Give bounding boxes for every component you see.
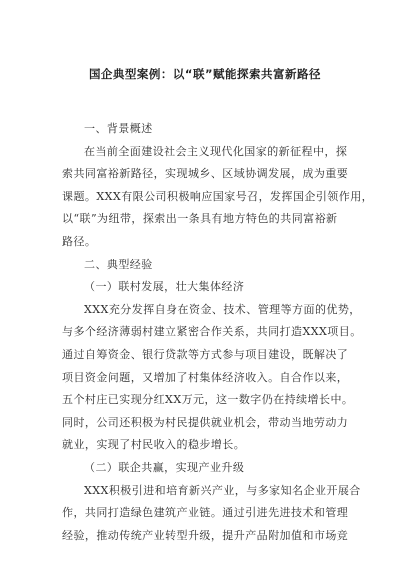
- paragraph-line: 与多个经济薄弱村建立紧密合作关系，共同打造XXX项目。: [62, 325, 362, 339]
- subsection-heading-enterprise: （二）联企共赢，实现产业升级: [84, 460, 245, 474]
- paragraph-line: 作，共同打造绿色建筑产业链。通过引进先进技术和管理: [62, 506, 349, 520]
- paragraph-line: 通过自筹资金、银行贷款等方式参与项目建设，既解决了: [62, 347, 349, 361]
- document-body: [62, 118, 374, 547]
- paragraph-line: 在当前全面建设社会主义现代化国家的新征程中，探: [84, 144, 348, 158]
- section-heading-background: 一、背景概述: [84, 122, 153, 135]
- paragraph-line: XXX充分发挥自身在资金、技术、管理等方面的优势，: [84, 302, 361, 316]
- paragraph-line: 路径。: [62, 234, 97, 248]
- paragraph-line: 索共同富裕新路径，实现城乡、区域协调发展，成为重要: [62, 167, 349, 181]
- document-title: 国企典型案例：以“联”赋能探索共富新路径: [88, 67, 322, 81]
- paragraph-line: 课题。XXX有限公司积极响应国家号召，发挥国企引领作用，: [62, 189, 374, 203]
- paragraph-line: 五个村庄已实现分红XX万元，这一数字仍在持续增长中。: [62, 393, 354, 407]
- subsection-heading-village: （一）联村发展，壮大集体经济: [84, 280, 245, 294]
- paragraph-line: 以“联”为纽带，探索出一条具有地方特色的共同富裕新: [62, 212, 338, 226]
- paragraph-line: XXX积极引进和培育新兴产业，与多家知名企业开展合: [84, 483, 361, 497]
- section-heading-experience: 二、典型经验: [84, 257, 153, 271]
- paragraph-line: 就业，实现了村民收入的稳步增长。: [62, 438, 246, 452]
- paragraph-line: 同时，公司还积极为村民提供就业机会，带动当地劳动力: [62, 415, 349, 429]
- paragraph-line: 项目资金问题，又增加了村集体经济收入。自合作以来，: [62, 370, 349, 384]
- paragraph-line: 经验，推动传统产业转型升级，提升产品附加值和市场竞: [62, 528, 349, 542]
